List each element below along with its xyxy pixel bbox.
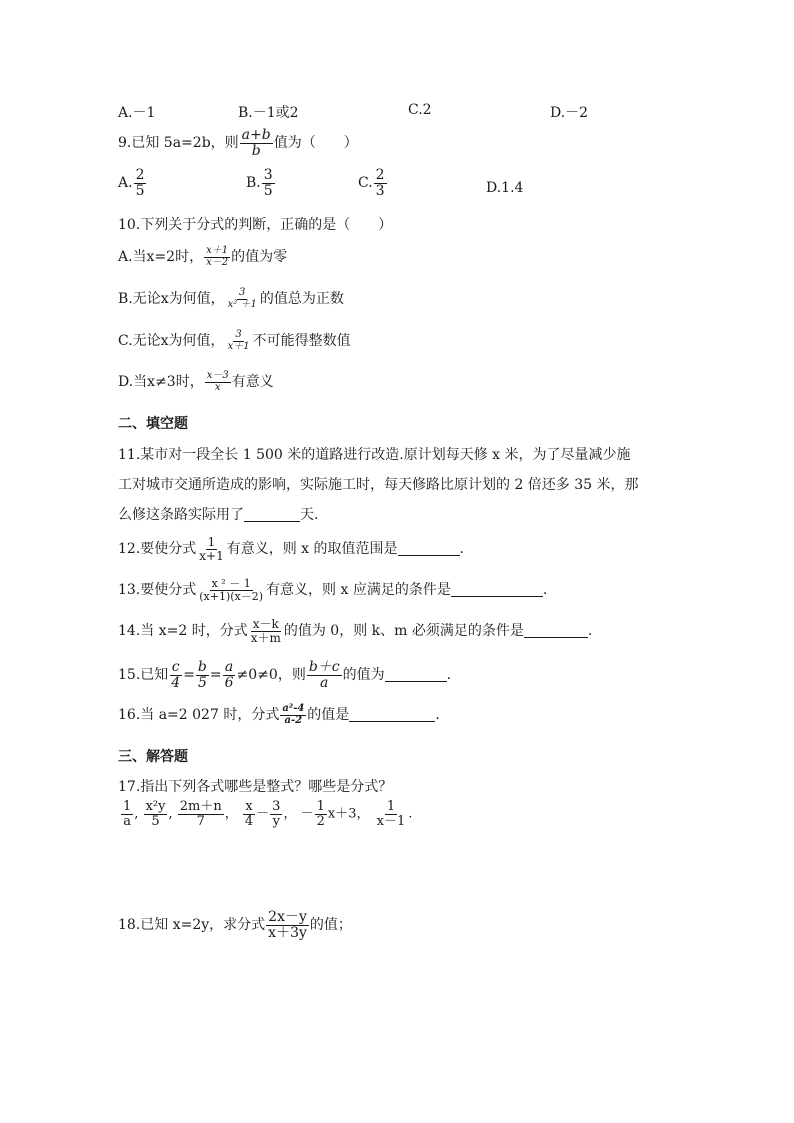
q9-fraction: $\frac{a+b}{b}$	[241, 127, 271, 159]
q8-option-c: C.2	[408, 102, 432, 118]
answer-blank[interactable]	[451, 582, 543, 597]
q10-option-c: C.无论x为何值， $\frac{3}{x+1}$ 不可能得整数值	[118, 329, 351, 352]
q8-option-d: D.－2	[550, 105, 589, 121]
q15: 15.已知 $\frac{c}{4}$ = $\frac{b}{5}$ = $\frac{a}{6}$ ≠0≠0，则 $\frac{b+c}{a}$ 的值为 .	[118, 659, 452, 691]
answer-blank[interactable]	[398, 541, 460, 556]
answer-blank[interactable]	[349, 707, 435, 722]
q10-option-d: D.当x≠3时， $\frac{x-3}{x}$ 有意义	[118, 370, 274, 393]
q12: 12.要使分式 $\frac{1}{x+1}$ 有意义，则 x 的取值范围是 .	[118, 535, 464, 563]
q17-expressions: $\frac{1}{a}$ , $\frac{\text{x²y}}{5}$ , $\frac{2m+n}{7}$ ， $\frac{x}{4}$ － $\frac{3}{y}$ ， － $\frac{1}{2}$ x＋3， $\frac{1}{x-1}$ .	[123, 799, 413, 829]
q18: 18.已知 x=2y，求分式 $\frac{2x-y}{x+3y}$ 的值；	[118, 909, 352, 941]
q14: 14.当 x=2 时，分式 $\frac{x-k}{x+m}$ 的值为 0，则 k、m 必须满足的条件是 .	[118, 617, 593, 645]
q17-stem: 17.指出下列各式哪些是整式？哪些是分式？	[118, 779, 393, 795]
section-heading-fill-in: 二、填空题	[118, 416, 188, 432]
q9-stem: 9.已知 5a=2b，则 $\frac{a+b}{b}$ 值为（ ）	[118, 127, 358, 159]
q16: 16.当 a=2 027 时，分式 $\frac{\text{a²-4}}{a-2}$ 的值是 .	[118, 703, 440, 726]
section-heading-answer: 三、解答题	[118, 749, 188, 765]
answer-blank[interactable]	[244, 507, 300, 522]
q9-option-d: D.1.4	[486, 180, 524, 196]
q8-option-a: A.－1	[118, 105, 156, 121]
answer-blank[interactable]	[524, 623, 588, 638]
q10-stem: 10.下列关于分式的判断，正确的是（ ）	[118, 217, 393, 233]
q11-line-1: 11.某市对一段全长 1 500 米的道路进行改造.原计划每天修 x 米，为了尽量减少施	[118, 447, 631, 463]
q9-option-b: B. $\frac{3}{5}$	[246, 167, 273, 199]
q11-line-3: 么修这条路实际用了 天.	[118, 507, 319, 523]
q13: 13.要使分式 $\frac{\text{x ² － 1}}{(x+1)(x-2)}$ 有意义，则 x 应满足的条件是 .	[118, 577, 548, 603]
q9-option-c: C. $\frac{2}{3}$	[358, 167, 385, 199]
q11-line-2: 工对城市交通所造成的影响，实际施工时，每天修路比原计划的 2 倍还多 35 米，那	[118, 477, 639, 493]
q8-option-b: B.－1或2	[238, 105, 299, 121]
q10-option-a: A.当x=2时， $\frac{x+1}{x-2}$ 的值为零	[118, 245, 288, 268]
q9-option-a: A. $\frac{2}{5}$	[118, 167, 145, 199]
answer-blank[interactable]	[385, 667, 447, 682]
q10-option-b: B.无论x为何值， $\frac{3}{\text{x² ＋1}}$ 的值总为正数	[118, 287, 344, 310]
